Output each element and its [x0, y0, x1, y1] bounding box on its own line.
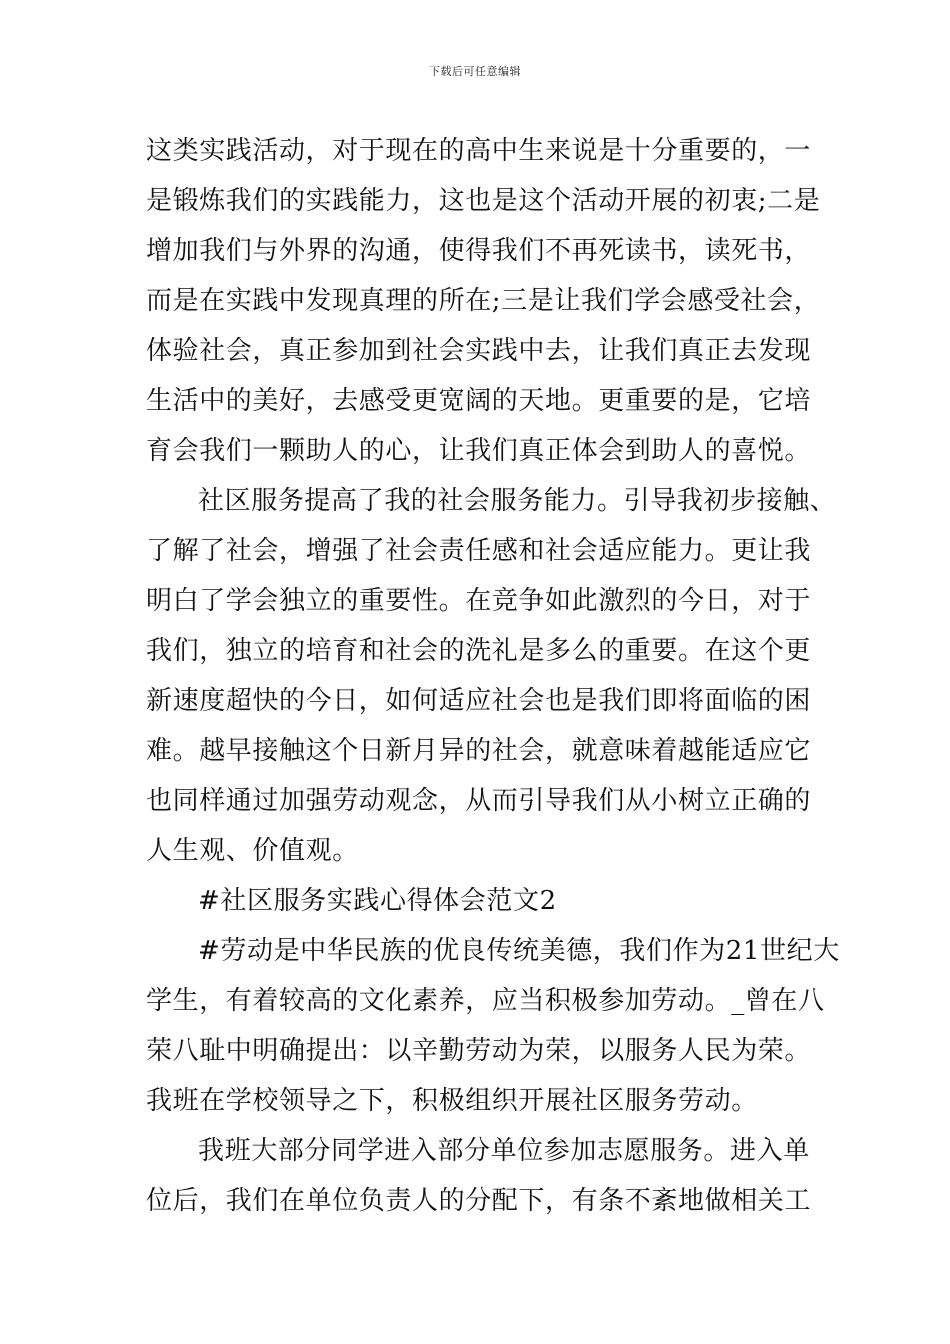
paragraph-start-line: #劳动是中华民族的优良传统美德，我们作为21世纪大: [198, 936, 840, 966]
text-line: 了解了社会，增强了社会责任感和社会适应能力。更让我: [146, 536, 812, 566]
text-line: 也同样通过加强劳动观念，从而引导我们从小树立正确的: [146, 786, 812, 816]
text-line: 我班在学校领导之下，积极组织开展社区服务劳动。: [146, 1086, 758, 1116]
paragraph-start-line: 社区服务提高了我的社会服务能力。引导我初步接触、: [198, 486, 837, 516]
text-line: 我们，独立的培育和社会的洗礼是多么的重要。在这个更: [146, 636, 812, 666]
text-line: 生活中的美好，去感受更宽阔的天地。更重要的是，它培: [146, 386, 812, 416]
text-line: 这类实践活动，对于现在的高中生来说是十分重要的，一: [146, 136, 812, 166]
document-body: [146, 126, 840, 1226]
text-line: 学生，有着较高的文化素养，应当积极参加劳动。_曾在八: [146, 986, 825, 1016]
text-line: 育会我们一颗助人的心，让我们真正体会到助人的喜悦。: [146, 436, 812, 466]
text-line: 而是在实践中发现真理的所在;三是让我们学会感受社会，: [146, 286, 821, 316]
text-line: 荣八耻中明确提出：以辛勤劳动为荣，以服务人民为荣。: [146, 1036, 812, 1066]
text-line: 增加我们与外界的沟通，使得我们不再死读书，读死书，: [146, 236, 812, 266]
text-line: 新速度超快的今日，如何适应社会也是我们即将面临的困: [146, 686, 812, 716]
text-line: 人生观、价值观。: [146, 836, 359, 866]
text-line: 明白了学会独立的重要性。在竞争如此激烈的今日，对于: [146, 586, 812, 616]
text-line: 体验社会，真正参加到社会实践中去，让我们真正去发现: [146, 336, 812, 366]
text-line: 是锻炼我们的实践能力，这也是这个活动开展的初衷;二是: [146, 186, 821, 216]
text-line: 位后，我们在单位负责人的分配下，有条不紊地做相关工: [146, 1186, 812, 1216]
text-line: 难。越早接触这个日新月异的社会，就意味着越能适应它: [146, 736, 812, 766]
paragraph-start-line: 我班大部分同学进入部分单位参加志愿服务。进入单: [198, 1136, 810, 1166]
page-header: 下载后可任意编辑: [429, 65, 521, 78]
section-heading: #社区服务实践心得体会范文2: [198, 886, 557, 916]
